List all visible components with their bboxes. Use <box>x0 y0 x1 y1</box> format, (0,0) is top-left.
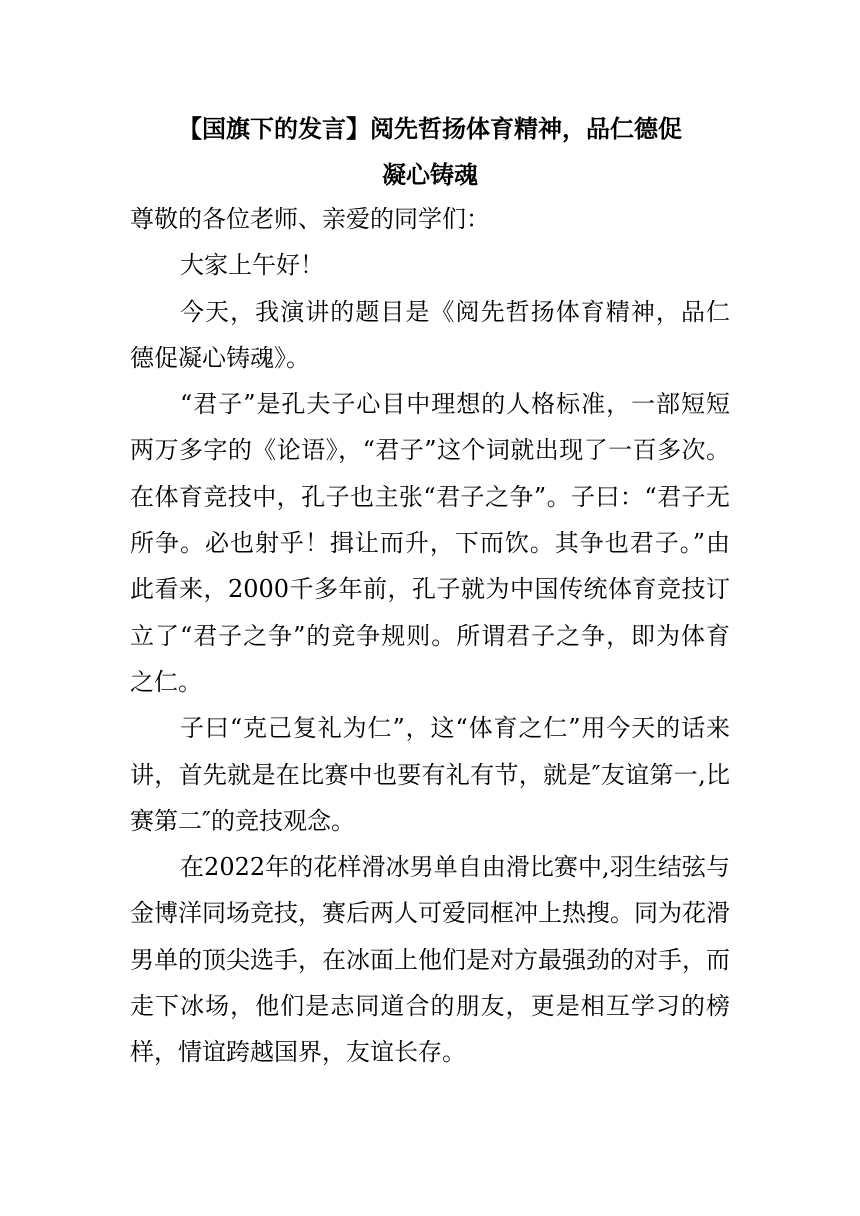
greeting: 大家上午好！ <box>180 251 324 280</box>
title-line-1: 【国旗下的发言】阅先哲扬体育精神，品仁德促 <box>178 115 682 143</box>
document-title <box>130 106 730 198</box>
paragraph-topic: 今天，我演讲的题目是《阅先哲扬体育精神，品仁德促凝心铸魂》。 <box>130 297 730 372</box>
paragraph-junzi: “君子”是孔夫子心目中理想的人格标准，一部短短两万多字的《论语》，“君子”这个词就出现了一百多次。在体育竞技中，孔子也主张“君子之争”。子曰：“君子无所争。必也射乎！揖让而升，下而饮。其争也君子。”由此看来，2000千多年前，孔子就为中国传统体育竞技订立了“君子之争”的竞争规则。所谓君子之争，即为体育之仁。 <box>130 390 730 696</box>
paragraph-skating: 在2022年的花样滑冰男单自由滑比赛中,羽生结弦与金博洋同场竞技，赛后两人可爱同框冲上热搜。同为花滑男单的顶尖选手，在冰面上他们是对方最强劲的对手，而走下冰场，他们是志同道合的朋友，更是相互学习的榜样，情谊跨越国界，友谊长存。 <box>130 853 730 1067</box>
paragraph-ren: 子曰“克己复礼为仁”，这“体育之仁”用今天的话来讲，首先就是在比赛中也要有礼有节，就是″友谊第一,比赛第二″的竞技观念。 <box>130 714 730 835</box>
salutation: 尊敬的各位老师、亲爱的同学们： <box>130 205 490 233</box>
document-body <box>130 196 730 1076</box>
title-line-2: 凝心铸魂 <box>382 161 478 189</box>
